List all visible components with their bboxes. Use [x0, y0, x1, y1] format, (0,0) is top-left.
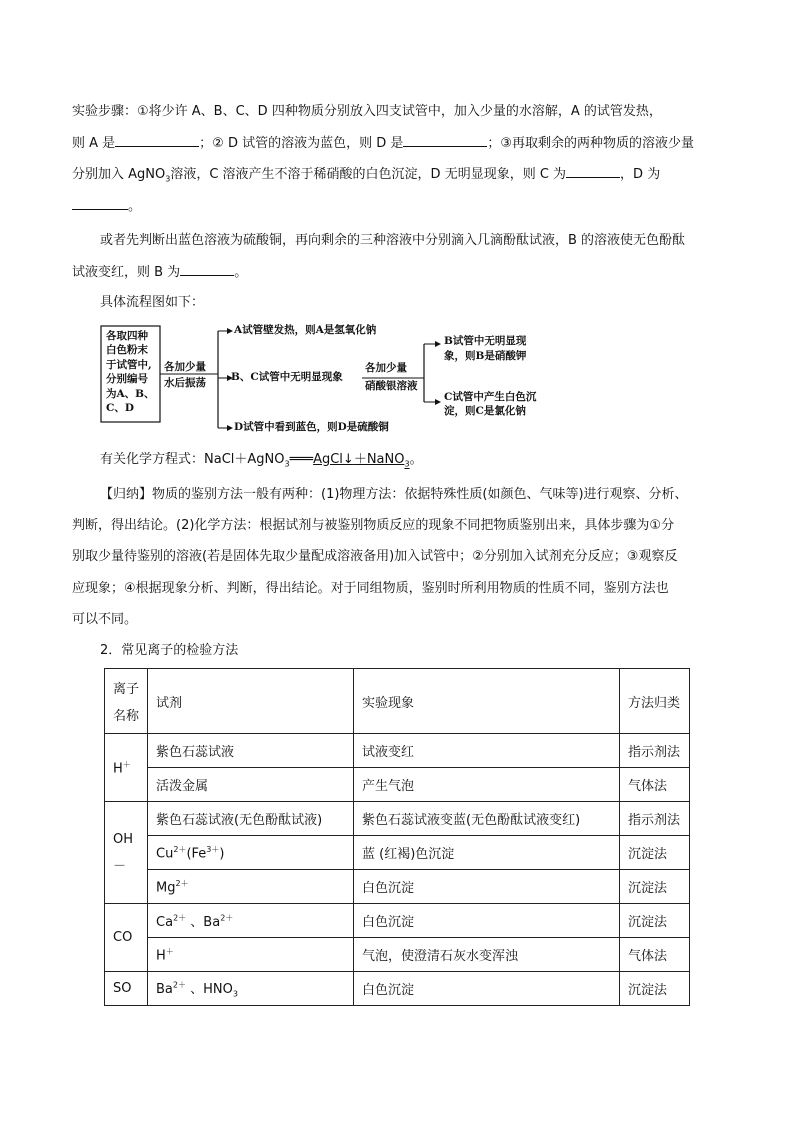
cell-reagent	[148, 836, 354, 870]
alt-line-2	[72, 263, 247, 282]
cell-method: 气体法	[620, 938, 690, 972]
answer-blank-a[interactable]	[115, 134, 199, 147]
flow-start-text	[106, 329, 155, 415]
cell-reagent: 活泼金属	[148, 768, 354, 802]
cell-phenomenon: 蓝 (红褐)色沉淀	[354, 836, 620, 870]
reagent-part: 、Ba	[186, 915, 221, 930]
superscript: 2＋	[172, 980, 186, 990]
cell-reagent	[148, 870, 354, 904]
steps-text: ；③再取剩余的两种物质的溶液少量	[487, 136, 695, 151]
reagent-part: Ba	[156, 982, 173, 998]
flow-start-line: 于试管中,	[106, 358, 152, 371]
equation-line	[100, 451, 423, 474]
cell-phenomenon: 试液变红	[354, 734, 620, 768]
summary-line-5: 可以不同。	[72, 612, 138, 627]
summary-line-4: 应现象；④根据现象分析、判断，得出结论。对于同组物质，鉴别时所利用物质的性质不同，鉴别方法也	[72, 581, 669, 596]
cell-reagent	[148, 904, 354, 938]
flow-add-silver-top: 各加少量	[365, 362, 407, 374]
ion-oh	[105, 802, 148, 904]
cell-phenomenon: 气泡，使澄清石灰水变浑浊	[354, 938, 620, 972]
steps-text: ，D 为	[620, 167, 661, 182]
table-row	[105, 768, 690, 802]
header-method: 方法归类	[620, 669, 690, 734]
cell-method: 指示剂法	[620, 802, 690, 836]
steps-line-3	[72, 165, 660, 189]
ion-symbol: OH	[113, 831, 134, 847]
subscript: 3	[165, 174, 171, 184]
steps-line-2	[72, 134, 694, 153]
answer-blank-c[interactable]	[566, 165, 620, 178]
equation-precipitate: AgCl↓	[313, 452, 354, 467]
summary-line-3: 别取少量待鉴别的溶液(若是固体先取少量配成溶液备用)加入试管中；②分别加入试剂充分反应；③观察反	[72, 549, 678, 564]
table-row	[105, 938, 690, 972]
equation-label: 有关化学方程式：	[100, 452, 205, 467]
alt-line-1: 或者先判断出蓝色溶液为硫酸铜，再向剩余的三种溶液中分别滴入几滴酚酞试液，B 的溶液使无色酚酞	[100, 233, 686, 248]
header-ion	[105, 669, 148, 734]
equation-reactants: NaCl＋AgNO	[204, 452, 285, 467]
flow-add-silver-bottom: 硝酸银溶液	[365, 380, 418, 392]
flow-add-water-bottom: 水后振荡	[164, 377, 206, 389]
steps-text: 则 A 是	[72, 136, 116, 151]
cell-method: 指示剂法	[620, 734, 690, 768]
subscript: 3	[232, 989, 238, 999]
cell-phenomenon: 紫色石蕊试液变蓝(无色酚酞试液变红)	[354, 802, 620, 836]
subscript: 3	[404, 459, 410, 469]
table-header-row	[105, 669, 690, 734]
superscript: 2＋	[173, 913, 187, 923]
header-phenomenon: 实验现象	[354, 669, 620, 734]
flow-start-line: C、D	[106, 402, 134, 415]
flow-result-c-1: C试管中产生白色沉	[444, 391, 537, 403]
reagent-part: H	[156, 948, 166, 964]
cell-phenomenon: 产生气泡	[354, 768, 620, 802]
superscript: ＋	[122, 759, 131, 769]
flow-result-b-1: B试管中无明显现	[444, 335, 527, 347]
steps-line-1: 实验步骤：①将少许 A、B、C、D 四种物质分别放入四支试管中，加入少量的水溶解，A 的试管发热，	[72, 104, 662, 119]
summary-line-1: 【归纳】物质的鉴别方法一般有两种：(1)物理方法：依据特殊性质(如颜色、气味等)进行观察、分析、	[100, 487, 688, 502]
superscript: 2＋	[220, 913, 234, 923]
cell-reagent: 紫色石蕊试液	[148, 734, 354, 768]
reagent-part: )	[219, 846, 225, 862]
flow-start-line: 分别编号	[106, 373, 148, 386]
flow-start-line: 白色粉末	[106, 344, 148, 357]
steps-text: 。	[128, 199, 142, 214]
cell-phenomenon: 白色沉淀	[354, 870, 620, 904]
answer-blank-d[interactable]	[403, 134, 487, 147]
cell-phenomenon: 白色沉淀	[354, 904, 620, 938]
table-row	[105, 972, 690, 1006]
flow-result-c-2: 淀，则C是氯化钠	[444, 405, 526, 417]
cell-method: 气体法	[620, 768, 690, 802]
ion-h	[105, 734, 148, 802]
answer-blank-d2[interactable]	[72, 197, 128, 210]
steps-line-4	[72, 197, 141, 216]
table-row	[105, 836, 690, 870]
flow-result-b-2: 象，则B是硝酸钾	[444, 350, 527, 362]
superscript: 2＋	[175, 878, 189, 888]
subscript: 3	[284, 459, 290, 469]
cell-method: 沉淀法	[620, 904, 690, 938]
reagent-part: Ca	[156, 915, 174, 930]
header-ion-line: 离子	[113, 682, 140, 697]
reagent-part: (Fe	[186, 846, 207, 862]
reagent-part: Mg	[156, 880, 176, 896]
superscript: 3＋	[206, 844, 220, 854]
ion-test-table	[104, 668, 690, 1006]
flow-start-line: 各取四种	[106, 330, 148, 342]
ion-symbol-cont: －	[113, 858, 127, 874]
cell-method: 沉淀法	[620, 836, 690, 870]
ion-co: CO	[105, 904, 148, 972]
cell-reagent	[148, 972, 354, 1006]
answer-blank-b[interactable]	[180, 263, 234, 276]
alt-text: 试液变红，则 B 为	[72, 265, 181, 280]
superscript: 2＋	[173, 844, 187, 854]
equation-products: ＋NaNO	[353, 452, 405, 467]
flow-branch-a-text: A试管壁发热，则A是氢氧化钠	[234, 324, 377, 336]
flow-intro: 具体流程图如下：	[100, 295, 205, 310]
cell-phenomenon: 白色沉淀	[354, 972, 620, 1006]
reagent-part: 、HNO	[186, 982, 233, 998]
summary-line-2: 判断，得出结论。(2)化学方法：根据试剂与被鉴别物质反应的现象不同把物质鉴别出来，具体步骤为①分	[72, 518, 675, 533]
cell-method: 沉淀法	[620, 972, 690, 1006]
alt-text: 。	[234, 265, 248, 280]
equation-end: 。	[409, 452, 423, 467]
header-ion-line: 名称	[113, 709, 140, 724]
ion-so: SO	[105, 972, 148, 1006]
header-reagent: 试剂	[148, 669, 354, 734]
cell-reagent	[148, 938, 354, 972]
flow-branch-bc-text: B、C试管中无明显现象	[231, 371, 343, 383]
equation-sign: ═══	[289, 452, 314, 467]
steps-text: 分别加入 AgNO	[72, 167, 166, 182]
steps-text: ；② D 试管的溶液为蓝色，则 D 是	[199, 136, 404, 151]
reagent-part: Cu	[156, 846, 174, 862]
section-2-title: 2．常见离子的检验方法	[100, 643, 239, 658]
table-row	[105, 904, 690, 938]
steps-text: 溶液，C 溶液产生不溶于稀硝酸的白色沉淀，D 无明显现象，则 C 为	[170, 167, 567, 182]
flow-start-line: 为A、B、	[106, 387, 155, 400]
superscript: ＋	[165, 946, 174, 956]
table-row	[105, 802, 690, 836]
table-row	[105, 870, 690, 904]
cell-reagent: 紫色石蕊试液(无色酚酞试液)	[148, 802, 354, 836]
ion-symbol: H	[113, 761, 123, 777]
table-row	[105, 734, 690, 768]
cell-method: 沉淀法	[620, 870, 690, 904]
flow-add-water-top: 各加少量	[164, 361, 206, 373]
flow-branch-d-text: D试管中看到蓝色，则D是硫酸铜	[234, 421, 389, 433]
